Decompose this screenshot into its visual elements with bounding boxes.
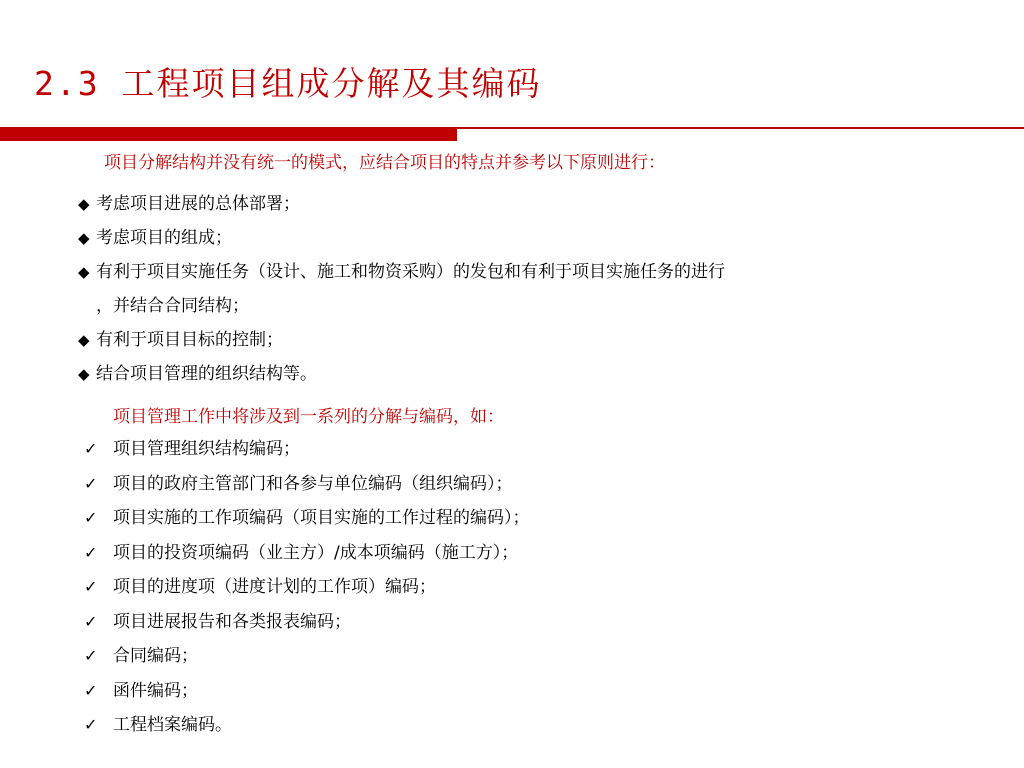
list-item-text: 考虑项目的组成；: [96, 228, 232, 248]
list-item: [84, 605, 530, 640]
checkmark-icon: ✓: [84, 542, 98, 562]
diamond-bullet-icon: ◆: [78, 263, 90, 281]
list-item: [84, 570, 530, 605]
checkmark-icon: ✓: [84, 646, 98, 665]
title-underline-thick: [0, 127, 457, 141]
checkmark-icon: ✓: [84, 439, 98, 458]
list-item: [78, 221, 725, 255]
title-underline-thin: [457, 127, 1024, 129]
list-item-text: 项目进展报告和各类报表编码；: [113, 611, 351, 632]
codings-list: [84, 432, 530, 743]
checkmark-icon: ✓: [84, 508, 98, 527]
diamond-bullet-icon: ◆: [78, 195, 90, 213]
diamond-bullet-icon: ◆: [78, 229, 90, 247]
list-item-text: 项目的进度项（进度计划的工作项）编码；: [113, 577, 436, 597]
list-item-text: 有利于项目实施任务（设计、施工和物资采购）的发包和有利于项目实施任务的进行: [96, 262, 725, 282]
list-item: [84, 708, 530, 743]
list-item-text: 结合项目管理的组织结构等。: [96, 364, 317, 384]
list-item: [84, 536, 530, 571]
list-item: [78, 255, 725, 289]
list-item: [84, 432, 530, 467]
slide-title: 2.3 工程项目组成分解及其编码: [34, 64, 542, 103]
diamond-bullet-icon: ◆: [78, 331, 90, 349]
checkmark-icon: ✓: [84, 473, 98, 493]
diamond-bullet-icon: ◆: [78, 365, 90, 383]
checkmark-icon: ✓: [84, 715, 98, 734]
list-item-text: 函件编码；: [113, 680, 198, 701]
list-item: [84, 501, 530, 536]
list-item-text: 项目管理组织结构编码；: [113, 439, 300, 459]
checkmark-icon: ✓: [84, 611, 98, 631]
checkmark-icon: ✓: [84, 577, 98, 596]
list-item: [84, 639, 530, 674]
list-item: [84, 674, 530, 709]
list-item-text: 考虑项目进展的总体部署；: [96, 194, 300, 214]
list-item-text: 项目的投资项编码（业主方）/成本项编码（施工方）；: [113, 542, 519, 563]
list-item-text: 项目实施的工作项编码（项目实施的工作过程的编码）；: [113, 508, 530, 528]
intro-codings: 项目管理工作中将涉及到一系列的分解与编码，如：: [113, 407, 504, 427]
list-item: [84, 467, 530, 502]
list-item: [78, 323, 725, 357]
list-item: [78, 357, 725, 391]
principles-list: [78, 187, 725, 391]
list-item: [78, 187, 725, 221]
list-item-text: 工程档案编码。: [113, 715, 232, 735]
list-item-text: 合同编码；: [113, 646, 198, 666]
list-item-text: 有利于项目目标的控制；: [96, 330, 283, 350]
intro-principles: 项目分解结构并没有统一的模式，应结合项目的特点并参考以下原则进行：: [104, 153, 665, 173]
checkmark-icon: ✓: [84, 680, 98, 700]
list-item-text: 项目的政府主管部门和各参与单位编码（组织编码）；: [113, 473, 513, 494]
list-item: [78, 289, 725, 323]
list-item-text: ，并结合合同结构；: [96, 296, 249, 316]
